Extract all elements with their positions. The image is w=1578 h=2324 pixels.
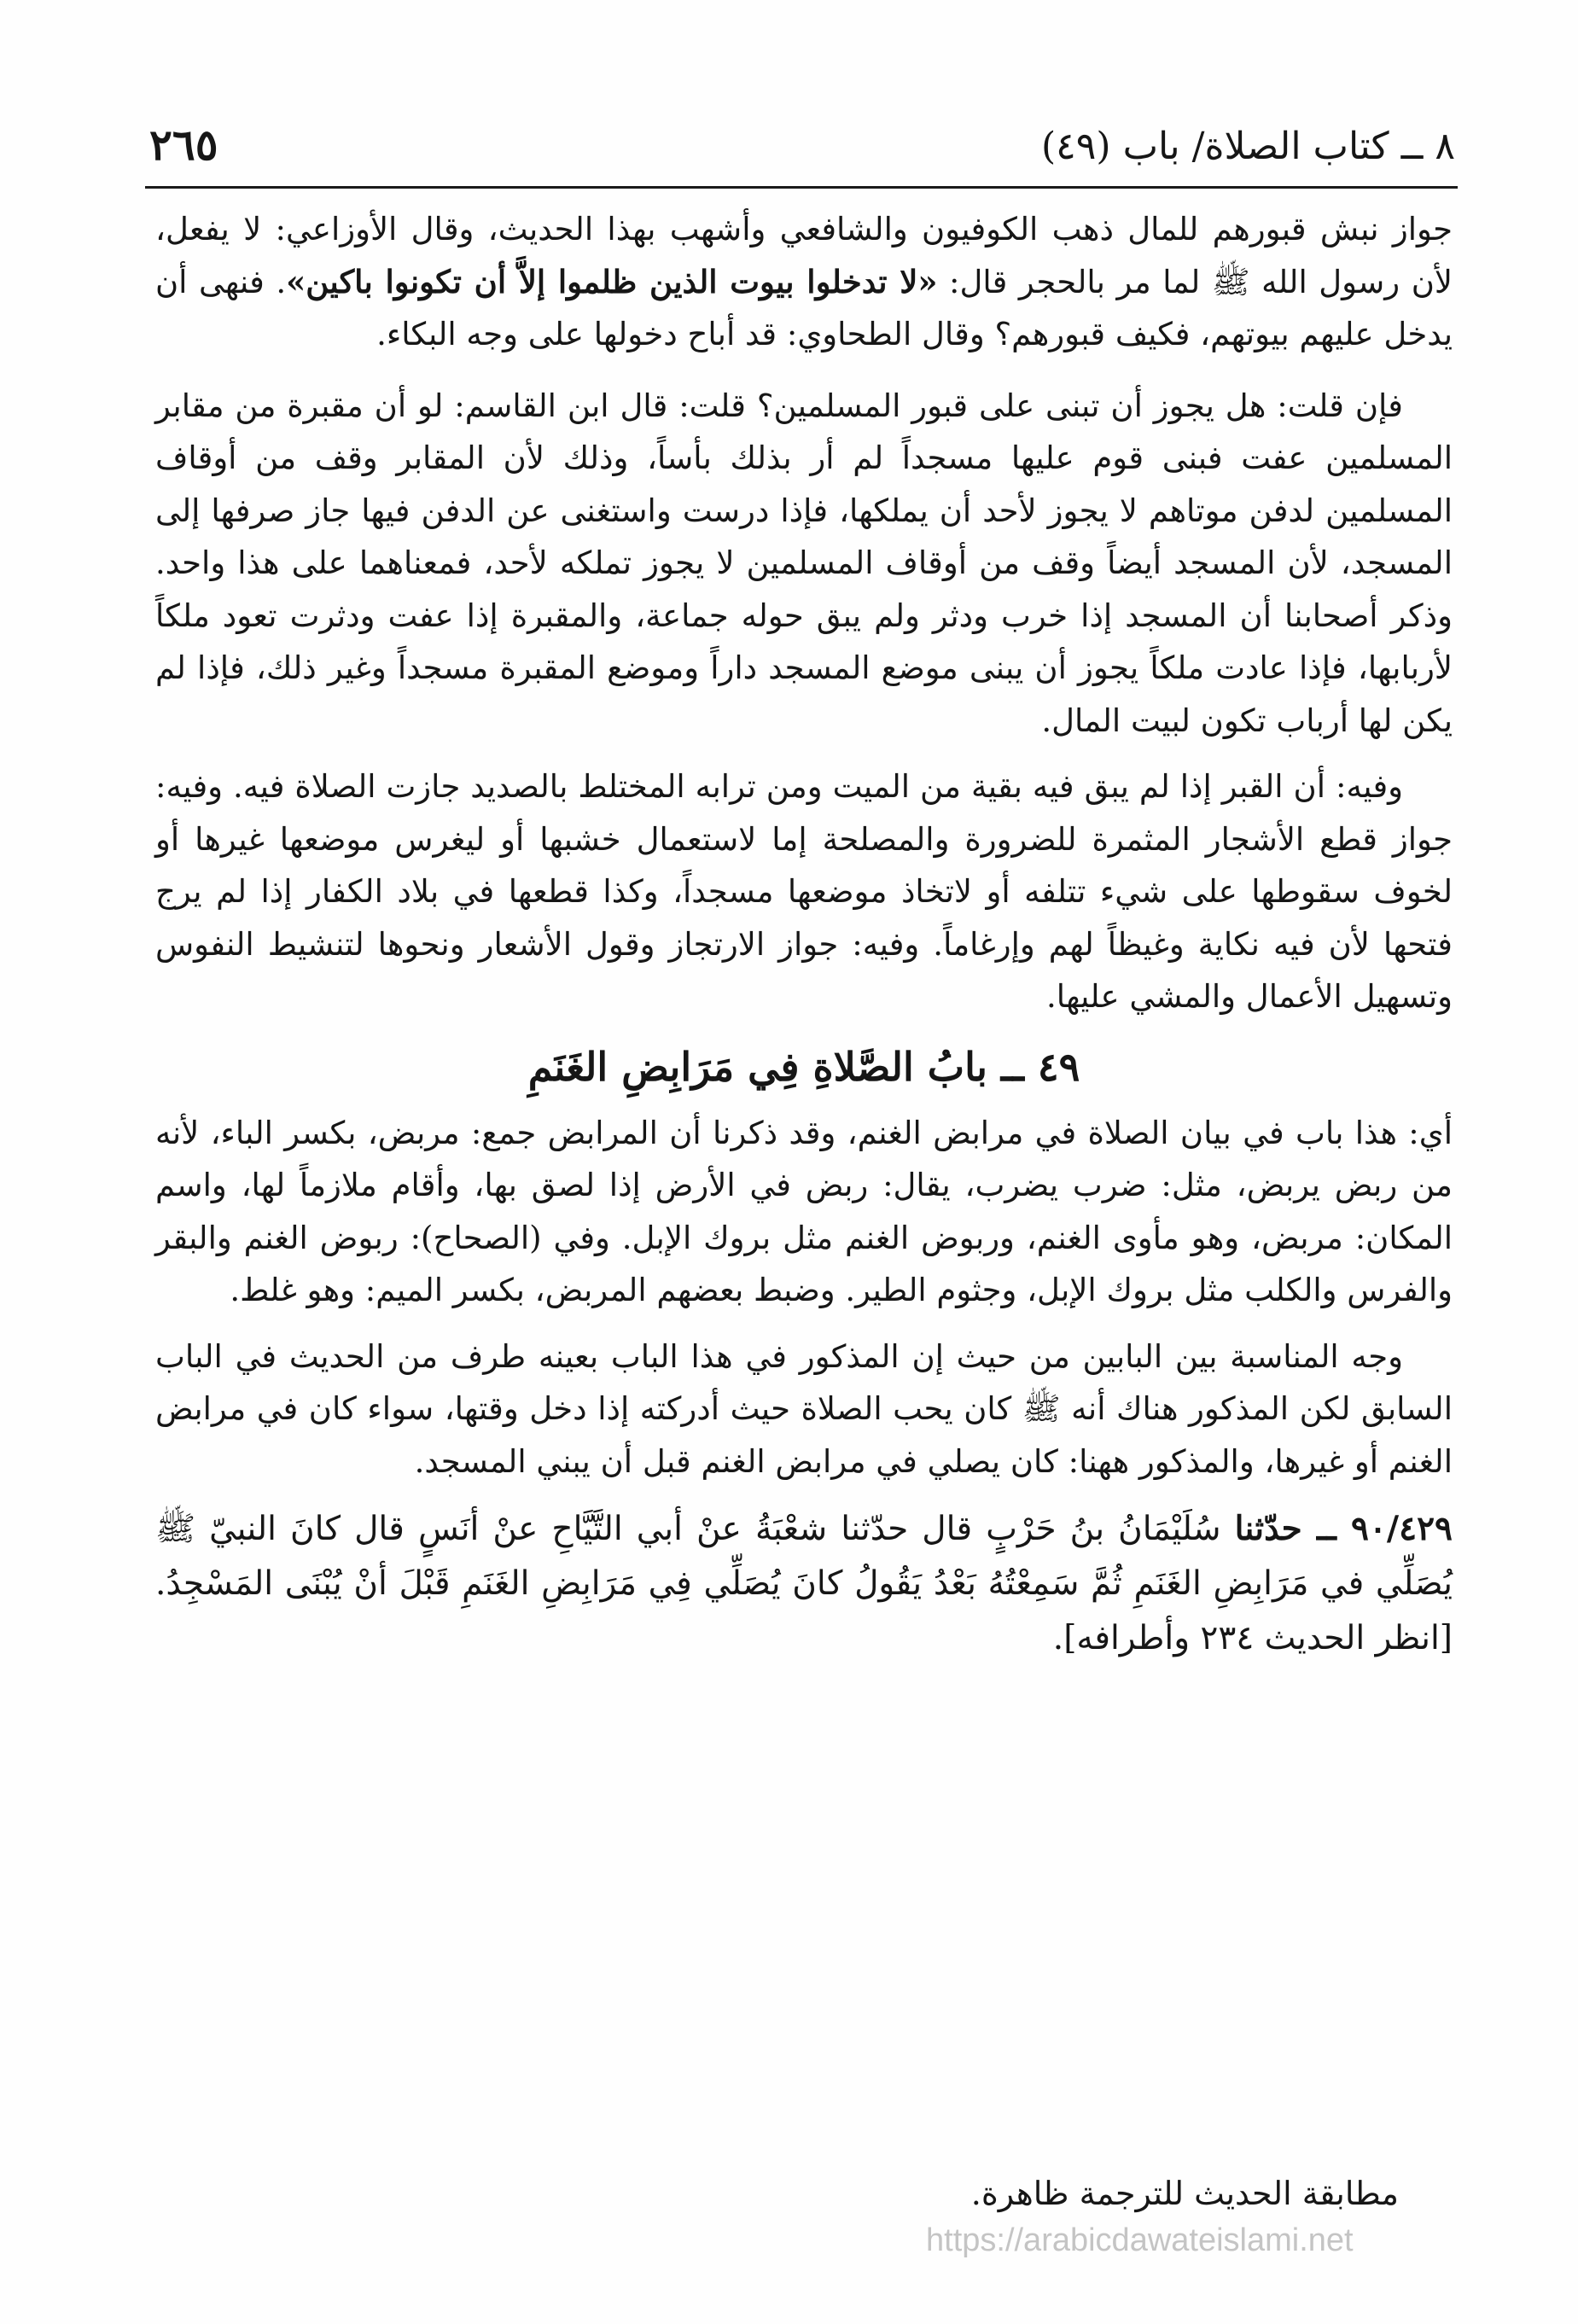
page-body xyxy=(155,203,1453,1680)
paragraph-text: جواز نبش قبورهم للمال ذهب الكوفيون والشافعي وأشهب بهذا الحديث، وقال الأوزاعي: لا يفعل، لأن رسول الله ﷺ لما مر بالحجر قال: xyxy=(155,211,1453,300)
watermark-url: https://arabicdawateislami.net xyxy=(926,2222,1354,2258)
paragraph-text: . فنهى أن يدخل عليهم بيوتهم، فكيف قبورهم؟ وقال الطحاوي: قد أباح دخولها على وجه البكاء. xyxy=(155,263,1453,352)
hadith-body: سُلَيْمَانُ بنُ حَرْبٍ قال حدّثنا شعْبَةُ عنْ أبي التَّيَّاحِ عنْ أنَسٍ قال كانَ النبيّ ﷺ يُصَلِّي في مَرَابِضِ الغَنَمِ ثُمَّ سَمِعْتُهُ بَعْدُ يَقُولُ كانَ يُصَلِّي فِي مَرَابِضِ الغَنَمِ قَبْلَ أنْ يُبْنَى المَسْجِدُ. [انظر الحديث ٢٣٤ وأطرافه]. xyxy=(155,1510,1453,1657)
header-divider xyxy=(145,186,1458,189)
quoted-hadith: «لا تدخلوا بيوت الذين ظلموا إلاَّ أن تكونوا باكين» xyxy=(286,262,938,300)
paragraph-nabsh-graves xyxy=(155,203,1453,361)
running-header xyxy=(149,119,1455,179)
hadith-number: ٩٠/٤٢٩ ــ حدّثنا xyxy=(1234,1509,1453,1548)
paragraph-rulings: وفيه: أن القبر إذا لم يبق فيه بقية من الميت ومن ترابه المختلط بالصديد جازت الصلاة فيه. وفيه: جواز قطع الأشجار المثمرة للضرورة والمصلحة إما لاستعمال خشبها أو ليغرس موضعها غيرها أو لخوف سقوطها على شيء تتلفه أو لاتخاذ موضعها مسجداً، وكذا قطعها في بلاد الكفار إذا لم يرج فتحها لأن فيه نكاية وغيظاً لهم وإرغاماً. وفيه: جواز الارتجاز وقول الأشعار ونحوها لتنشيط النفوس وتسهيل الأعمال والمشي عليها. xyxy=(155,768,1453,1015)
footer-note: مطابقة الحديث للترجمة ظاهرة. xyxy=(970,2175,1399,2212)
paragraph-chapter-explanation: أي: هذا باب في بيان الصلاة في مرابض الغنم، وقد ذكرنا أن المرابض جمع: مربض، بكسر الباء، لأنه من ربض يربض، مثل: ضرب يضرب، يقال: ربض في الأرض إذا لصق بها، وأقام ملازماً لها، واسم المكان: مربض، وهو مأوى الغنم، وربوض الغنم مثل بروك الإبل. وفي (الصحاح): ربوض الغنم والبقر والفرس والكلب مثل بروك الإبل، وجثوم الطير. وضبط بعضهم المربض، بكسر الميم: وهو غلط. xyxy=(155,1114,1453,1308)
paragraph-building-on-graves: فإن قلت: هل يجوز أن تبنى على قبور المسلمين؟ قلت: قال ابن القاسم: لو أن مقبرة من مقابر المسلمين عفت فبنى قوم عليها مسجداً لم أر بذلك بأساً، وذلك لأن المقابر وقف من أوقاف المسلمين لدفن موتاهم لا يجوز لأحد أن يملكها، فإذا درست واستغنى عن الدفن فيها جاز صرفها إلى المسجد، لأن المسجد أيضاً وقف من أوقاف المسلمين لا يجوز تملكه لأحد، فمعناهما على هذا واحد. وذكر أصحابنا أن المسجد إذا خرب ودثر ولم يبق حوله جماعة، والمقبرة إذا عفت ودثرت تعود ملكاً لأربابها، فإذا عادت ملكاً يجوز أن يبنى موضع المسجد داراً وموضع المقبرة مسجداً وغير ذلك، فإذا لم يكن لها أرباب تكون لبيت المال. xyxy=(155,387,1453,739)
page-number: ٢٦٥ xyxy=(149,119,218,170)
hadith-text xyxy=(155,1501,1453,1666)
chapter-heading: ٤٩ ــ بابُ الصَّلاةِ فِي مَرَابِضِ الغَنَمِ xyxy=(527,1043,1080,1090)
header-title: ٨ ــ كتاب الصلاة/ باب (٤٩) xyxy=(1040,125,1455,168)
paragraph-relevance: وجه المناسبة بين البابين من حيث إن المذكور في هذا الباب بعينه طرف من الحديث في الباب السابق لكن المذكور هناك أنه ﷺ كان يحب الصلاة حيث أدركته إذا دخل وقتها، سواء كان في مرابض الغنم أو غيرها، والمذكور ههنا: كان يصلي في مرابض الغنم قبل أن يبني المسجد. xyxy=(155,1337,1453,1480)
